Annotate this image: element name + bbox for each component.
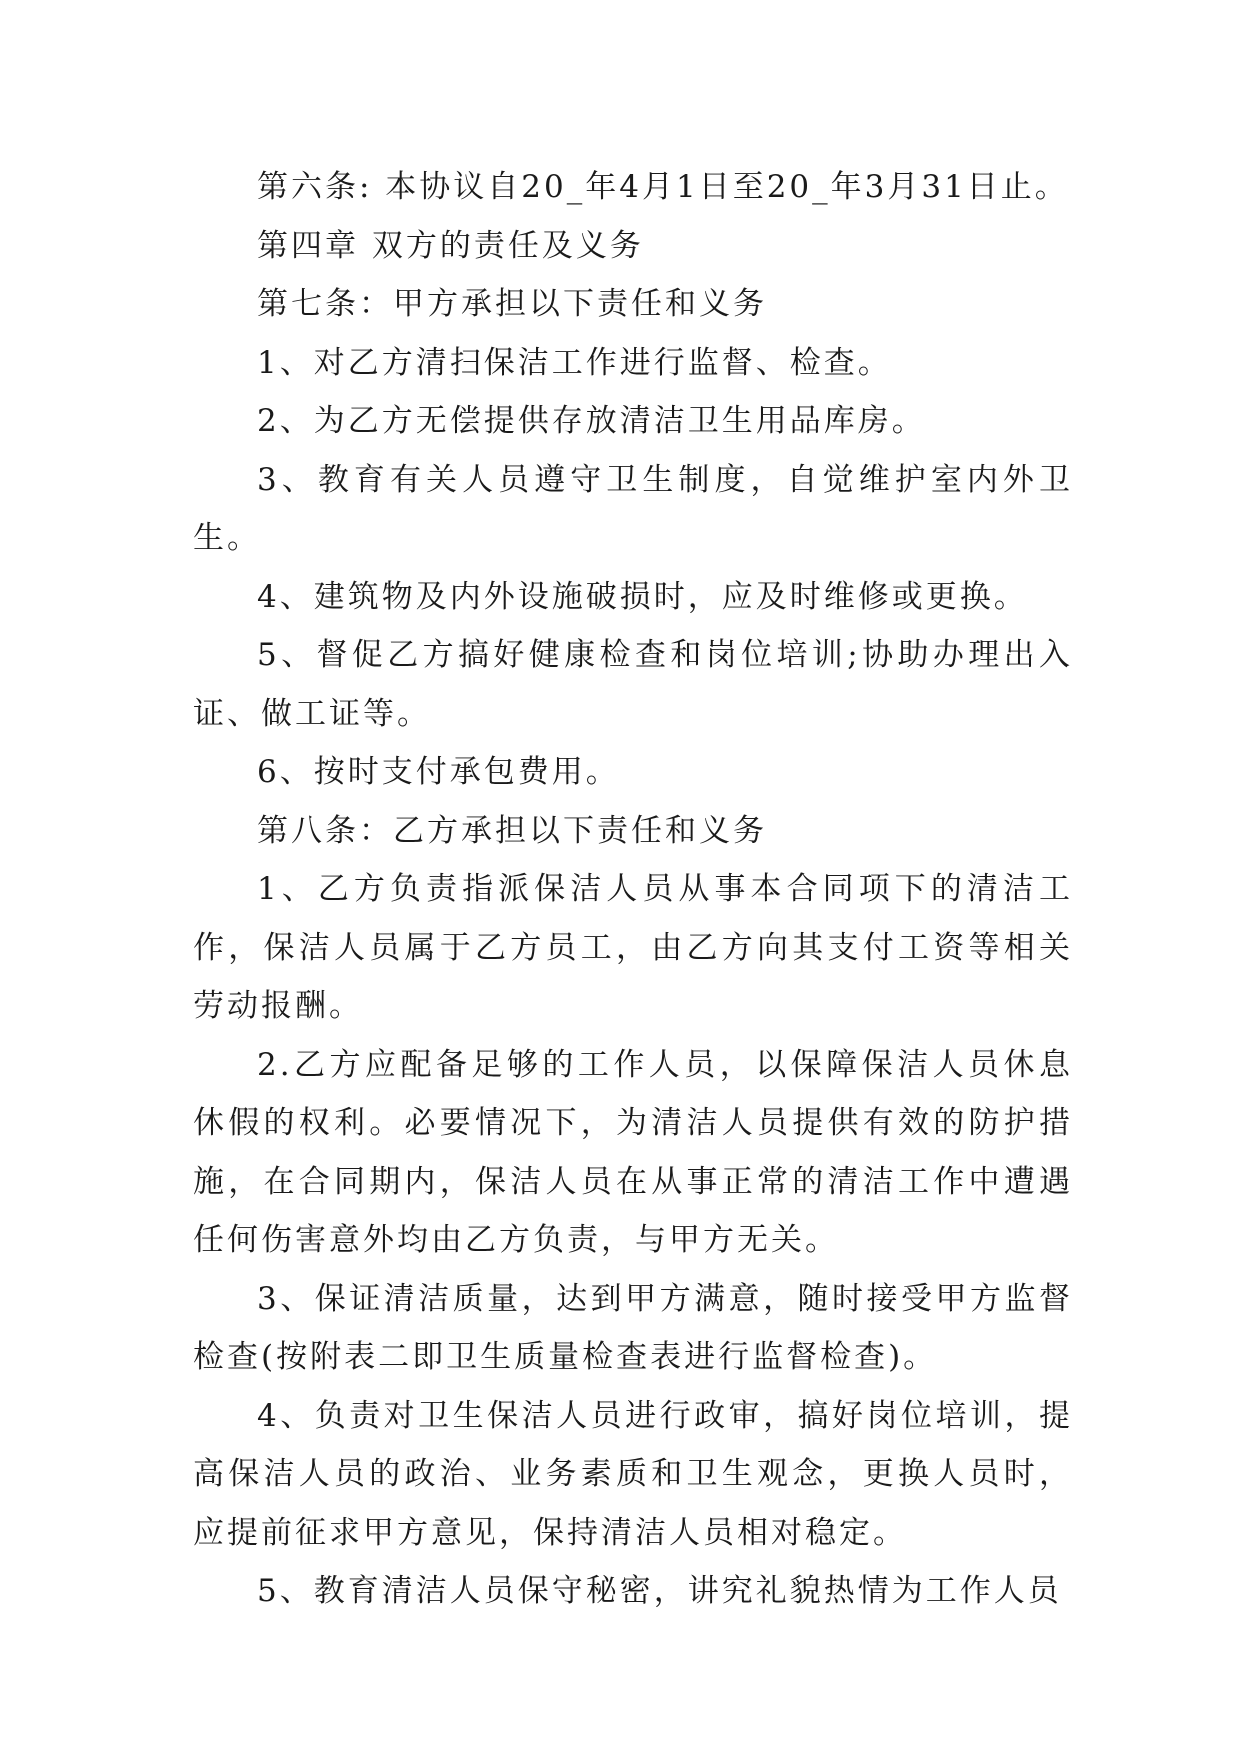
- article-7-item-5: 5、督促乙方搞好健康检查和岗位培训;协助办理出入证、做工证等。: [193, 637, 1073, 732]
- article-8-item-2: 2.乙方应配备足够的工作人员，以保障保洁人员休息休假的权利。必要情况下，为清洁人员提供有效的防护措施，在合同期内，保洁人员在从事正常的清洁工作中遭遇任何伤害意外均由乙方负责，与甲方无关。: [193, 1046, 1073, 1258]
- article-8-item-4: 4、负责对卫生保洁人员进行政审，搞好岗位培训，提高保洁人员的政治、业务素质和卫生观念，更换人员时，应提前征求甲方意见，保持清洁人员相对稳定。: [193, 1397, 1073, 1551]
- article-7-item-4: 4、建筑物及内外设施破损时，应及时维修或更换。: [257, 578, 1028, 615]
- chapter-4-heading: 第四章 双方的责任及义务: [257, 227, 644, 264]
- article-7-item-3: 3、教育有关人员遵守卫生制度，自觉维护室内外卫生。: [193, 461, 1073, 556]
- article-7-item-2: 2、为乙方无偿提供存放清洁卫生用品库房。: [257, 403, 926, 439]
- article-6-term: 第六条: 本协议自20_年4月1日至20_年3月31日止。: [257, 169, 1069, 205]
- article-8-item-1: 1、乙方负责指派保洁人员从事本合同项下的清洁工作，保洁人员属于乙方员工，由乙方向其支付工资等相关劳动报酬。: [193, 871, 1073, 1024]
- article-8-item-3: 3、保证清洁质量，达到甲方满意，随时接受甲方监督检查(按附表二即卫生质量检查表进行监督检查)。: [193, 1280, 1073, 1375]
- article-7-item-6: 6、按时支付承包费用。: [257, 754, 620, 790]
- article-7-heading: 第七条：甲方承担以下责任和义务: [257, 286, 767, 322]
- article-7-item-1: 1、对乙方清扫保洁工作进行监督、检查。: [257, 344, 892, 381]
- article-8-item-5: 5、教育清洁人员保守秘密，讲究礼貌热情为工作人员: [257, 1573, 1062, 1609]
- article-8-heading: 第八条：乙方承担以下责任和义务: [257, 812, 767, 849]
- document-body: [193, 158, 1073, 1621]
